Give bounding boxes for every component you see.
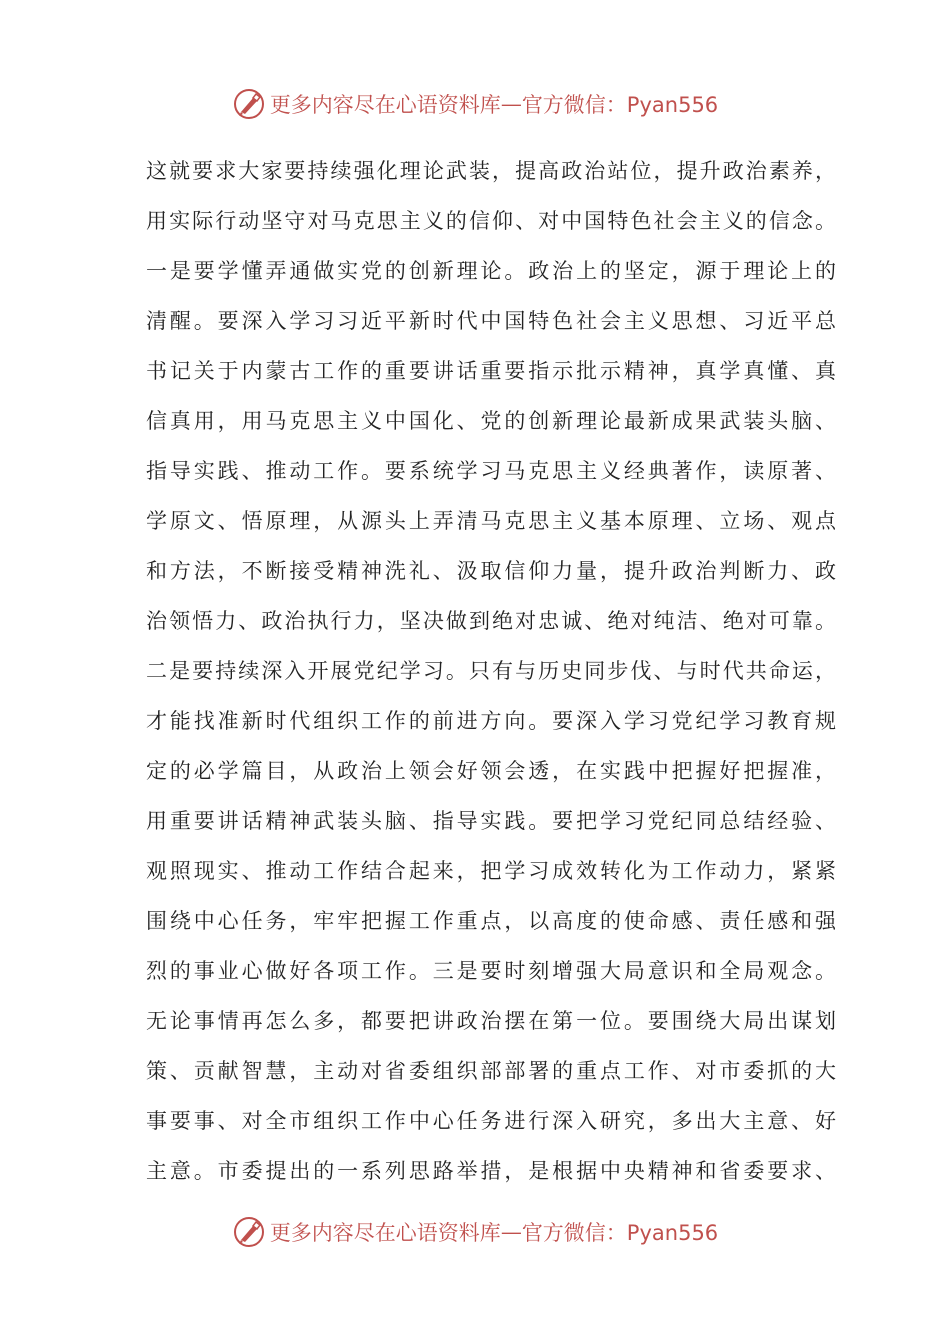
body-text-line: 这就要求大家要持续强化理论武装，提高政治站位，提升政治素养， <box>146 159 839 183</box>
body-text-line: 主意。市委提出的一系列思路举措，是根据中央精神和省委要求、 <box>146 1159 839 1183</box>
body-text-line: 观照现实、推动工作结合起来，把学习成效转化为工作动力，紧紧 <box>146 859 839 883</box>
body-text-line: 围绕中心任务，牢牢把握工作重点，以高度的使命感、责任感和强 <box>146 909 839 933</box>
footer-banner <box>0 1212 950 1252</box>
body-text-line: 定的必学篇目，从政治上领会好领会透，在实践中把握好把握准， <box>146 759 839 783</box>
header-banner <box>0 84 950 124</box>
body-text-line: 和方法，不断接受精神洗礼、汲取信仰力量，提升政治判断力、政 <box>146 559 839 583</box>
body-text-line: 才能找准新时代组织工作的前进方向。要深入学习党纪学习教育规 <box>146 709 839 733</box>
body-text-line: 策、贡献智慧，主动对省委组织部部署的重点工作、对市委抓的大 <box>146 1059 839 1083</box>
document-body <box>146 146 839 1196</box>
body-text-line: 清醒。要深入学习习近平新时代中国特色社会主义思想、习近平总 <box>146 309 839 333</box>
body-text-line: 事要事、对全市组织工作中心任务进行深入研究，多出大主意、好 <box>146 1109 839 1133</box>
body-text-line: 学原文、悟原理，从源头上弄清马克思主义基本原理、立场、观点 <box>146 509 839 533</box>
body-text-line: 用重要讲话精神武装头脑、指导实践。要把学习党纪同总结经验、 <box>146 809 839 833</box>
body-text-line: 二是要持续深入开展党纪学习。只有与历史同步伐、与时代共命运， <box>146 659 839 683</box>
banner-separator: — <box>500 1220 522 1244</box>
body-text-line: 一是要学懂弄通做实党的创新理论。政治上的坚定，源于理论上的 <box>146 259 839 283</box>
pen-nib-icon <box>232 1215 266 1249</box>
body-text-line: 书记关于内蒙古工作的重要讲话重要指示批示精神，真学真懂、真 <box>146 359 839 383</box>
body-text-line: 治领悟力、政治执行力，坚决做到绝对忠诚、绝对纯洁、绝对可靠。 <box>146 609 839 633</box>
body-text-line: 指导实践、推动工作。要系统学习马克思主义经典著作，读原著、 <box>146 459 839 483</box>
body-text-line: 无论事情再怎么多，都要把讲政治摆在第一位。要围绕大局出谋划 <box>146 1009 839 1033</box>
body-text-line: 烈的事业心做好各项工作。三是要时刻增强大局意识和全局观念。 <box>146 959 839 983</box>
body-text-line: 信真用，用马克思主义中国化、党的创新理论最新成果武装头脑、 <box>146 409 839 433</box>
banner-separator: — <box>500 92 522 116</box>
banner-text-main: 更多内容尽在心语资料库 <box>269 93 501 117</box>
banner-wechat-text: 官方微信：Pyan556 <box>521 93 719 117</box>
banner-wechat-text: 官方微信：Pyan556 <box>521 1221 719 1245</box>
banner-text-main: 更多内容尽在心语资料库 <box>269 1221 501 1245</box>
pen-nib-icon <box>232 87 266 121</box>
body-text-line: 用实际行动坚守对马克思主义的信仰、对中国特色社会主义的信念。 <box>146 209 839 233</box>
